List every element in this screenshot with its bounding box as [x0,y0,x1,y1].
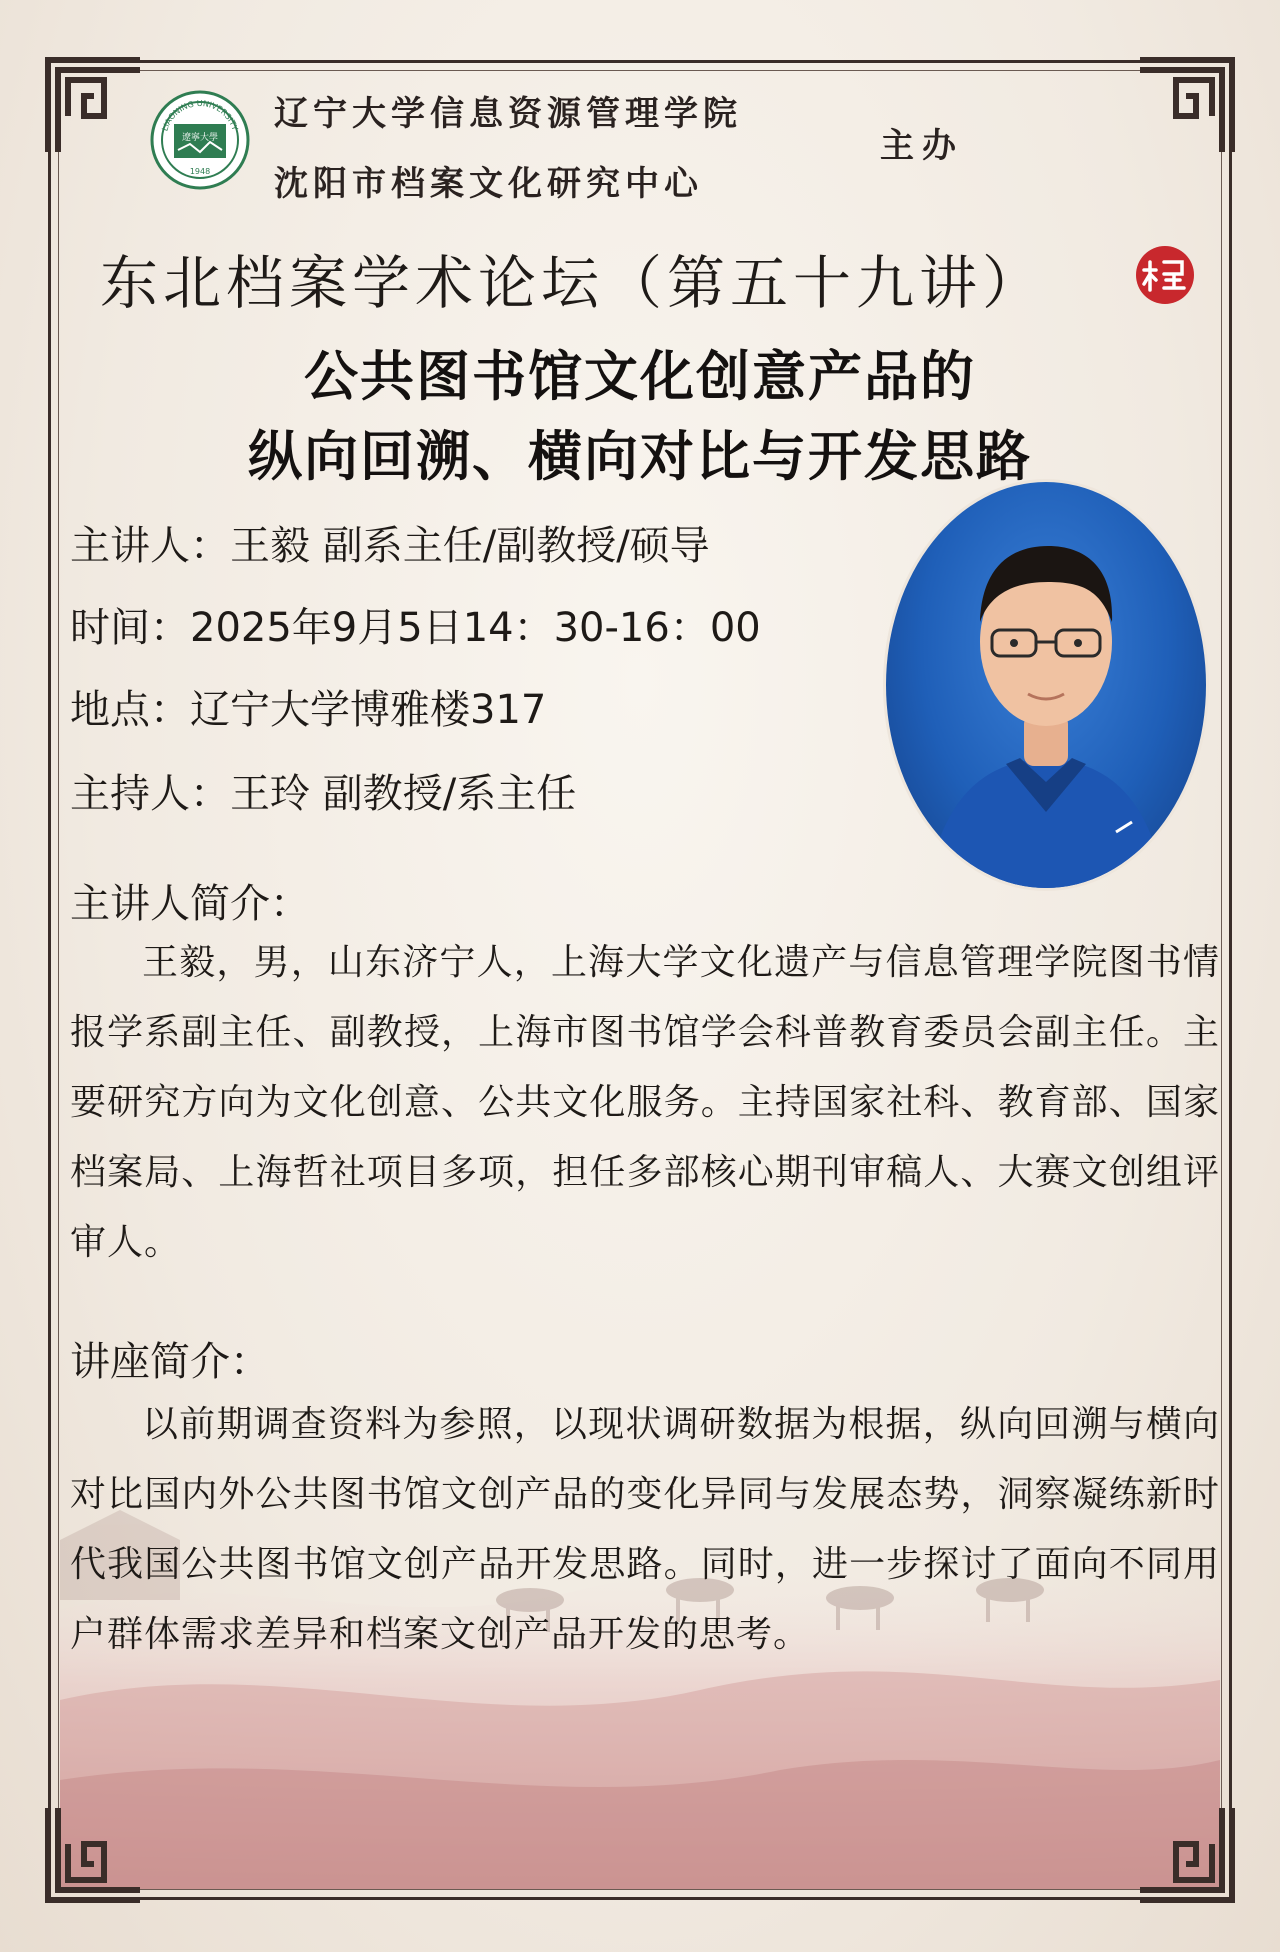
university-logo [150,90,250,190]
forum-title: 东北档案学术论坛（第五十九讲） [100,249,1046,317]
svg-text:LIAONING UNIVERSITY: LIAONING UNIVERSITY [160,98,240,133]
place-info: 地点：辽宁大学博雅楼317 [70,687,547,733]
time-info: 时间：2025年9月5日14：30-16：00 [70,605,761,651]
speaker-bio-text: 王毅，男，山东济宁人，上海大学文化遗产与信息管理学院图书情报学系副主任、副教授，上海市图书馆学会科普教育委员会副主任。主要研究方向为文化创意、公共文化服务。主持国家社科、教育部、国家档案局、上海哲社项目多项，担任多部核心期刊审稿人、大赛文创组评审人。 [70,942,1220,1263]
organizer-role-label: 主办 [880,126,964,166]
talk-title-line-1: 公共图书馆文化创意产品的 [304,345,976,408]
corner-ornament-icon [1136,1804,1236,1904]
moderator-info: 主持人：王玲 副教授/系主任 [70,771,577,817]
speaker-portrait [886,482,1206,888]
lecture-intro-heading: 讲座简介： [70,1339,270,1385]
talk-title-line-2: 纵向回溯、横向对比与开发思路 [248,425,1032,488]
organizer-line-1: 辽宁大学信息资源管理学院 [274,94,742,134]
lecture-intro-text: 以前期调查资料为参照，以现状调研数据为根据，纵向回溯与横向对比国内外公共图书馆文创产品的变化异同与发展态势，洞察凝练新时代我国公共图书馆文创产品开发思路。同时，进一步探讨了面向不同用户群体需求差异和档案文创产品开发的思考。 [70,1404,1220,1655]
corner-ornament-icon [44,56,144,156]
speaker-bio-heading: 主讲人简介： [70,881,310,927]
organizer-line-2: 沈阳市档案文化研究中心 [274,164,703,204]
svg-text:1948: 1948 [189,167,211,176]
speaker-info: 主讲人：王毅 副系主任/副教授/硕导 [70,523,710,569]
corner-ornament-icon [44,1804,144,1904]
corner-ornament-icon [1136,56,1236,156]
svg-text:遼寧大學: 遼寧大學 [181,133,219,143]
archive-seal-icon [1134,244,1196,306]
